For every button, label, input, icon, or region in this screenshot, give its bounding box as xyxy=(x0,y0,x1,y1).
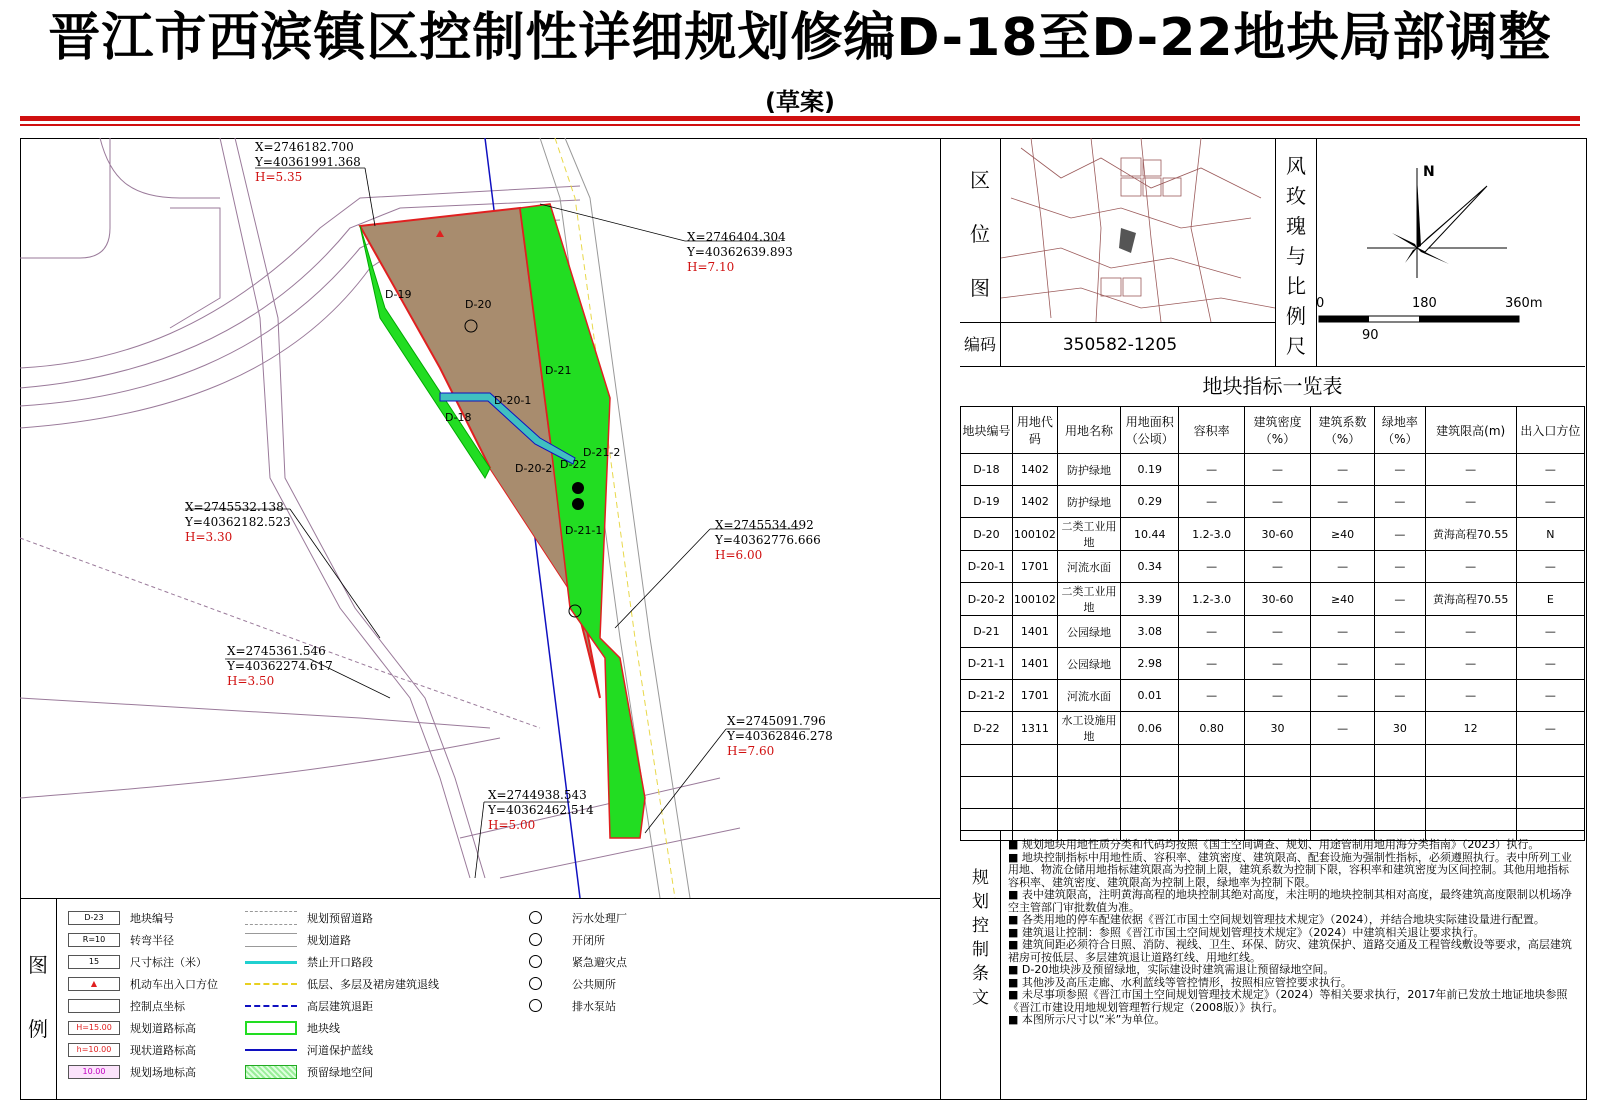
table-cell: E xyxy=(1516,583,1584,616)
notes-text xyxy=(1008,839,1578,1027)
table-cell xyxy=(1245,777,1311,809)
table-cell: ≥40 xyxy=(1311,583,1375,616)
note-item: ■ 规划地块用地性质分类和代码均按照《国土空间调查、规划、用途管制用地用海分类指南》（2023）执行。 xyxy=(1008,838,1540,851)
legend-item: 控制点坐标 xyxy=(68,997,185,1015)
table-cell: — xyxy=(1425,454,1516,486)
table-cell: 100102 xyxy=(1012,518,1057,551)
svg-text:D-21-1: D-21-1 xyxy=(565,524,603,537)
table-cell xyxy=(1179,745,1245,777)
table-header-cell: 容积率 xyxy=(1179,407,1245,454)
svg-text:D-19: D-19 xyxy=(385,288,412,301)
table-cell: — xyxy=(1245,486,1311,518)
table-cell xyxy=(1375,777,1426,809)
table-header-cell: 绿地率（%） xyxy=(1375,407,1426,454)
table-cell: — xyxy=(1179,648,1245,680)
table-cell: — xyxy=(1245,551,1311,583)
table-cell: — xyxy=(1516,486,1584,518)
table-row xyxy=(961,745,1585,777)
table-cell: — xyxy=(1311,680,1375,712)
svg-text:D-20: D-20 xyxy=(465,298,492,311)
windrose-label: 风 玫 瑰 与 比 例 尺 xyxy=(1276,138,1317,366)
table-cell xyxy=(1375,745,1426,777)
coord-point-6: X=2745091.796 Y=40362846.278 H=7.60 xyxy=(727,714,833,758)
table-cell: ≥40 xyxy=(1311,518,1375,551)
right-panel xyxy=(960,138,1585,1098)
table-cell: 0.80 xyxy=(1179,712,1245,745)
table-cell xyxy=(1012,745,1057,777)
table-cell xyxy=(1057,777,1120,809)
coord-point-3: X=2745532.138 Y=40362182.523 H=3.30 xyxy=(185,500,291,544)
table-cell: 1701 xyxy=(1012,551,1057,583)
svg-text:D-18: D-18 xyxy=(445,411,472,424)
table-title: 地块指标一览表 xyxy=(960,366,1585,405)
coord-point-4: X=2745534.492 Y=40362776.666 H=6.00 xyxy=(715,518,821,562)
table-cell: — xyxy=(1179,454,1245,486)
legend-item: 禁止开口路段 xyxy=(245,953,373,971)
table-cell: — xyxy=(1245,454,1311,486)
table-header-cell: 用地面积（公顷） xyxy=(1121,407,1179,454)
table-cell xyxy=(1311,745,1375,777)
north-arrow-label: N xyxy=(1423,164,1435,180)
legend-item: R=10 转弯半径 xyxy=(68,931,174,949)
legend-label: 图 例 xyxy=(20,899,57,1099)
table-cell: 1.2-3.0 xyxy=(1179,518,1245,551)
table-cell: — xyxy=(1245,616,1311,648)
table-cell: 1402 xyxy=(1012,486,1057,518)
table-cell: — xyxy=(1245,680,1311,712)
legend-item: 排水泵站 xyxy=(510,997,616,1015)
table-cell: D-22 xyxy=(961,712,1013,745)
table-cell: 30-60 xyxy=(1245,518,1311,551)
table-cell: 水工设施用地 xyxy=(1057,712,1120,745)
table-row xyxy=(961,583,1585,616)
table-cell xyxy=(1121,777,1179,809)
table-cell: D-20-1 xyxy=(961,551,1013,583)
note-item: ■ 其他涉及高压走廊、水利蓝线等管控情形，按照相应管控要求执行。 xyxy=(1008,975,1352,989)
table-cell: — xyxy=(1375,583,1426,616)
note-item: ■ 地块控制指标中用地性质、容积率、建筑密度、建筑限高、配套设施为强制性指标，必须遵照执行。表中所列工业用地、物流仓储用地指标建筑限高为控制上限，建筑系数为控制下限，容积率和建筑密度为区间控制。其他用地指标容积率、建筑密度、建筑限高为控制上限，绿地率为控制下限。 xyxy=(1008,850,1572,889)
table-cell: 防护绿地 xyxy=(1057,454,1120,486)
table-cell: — xyxy=(1375,616,1426,648)
table-cell xyxy=(1516,777,1584,809)
table-cell xyxy=(1057,745,1120,777)
table-cell: — xyxy=(1425,486,1516,518)
table-cell: — xyxy=(1425,648,1516,680)
table-cell: 1402 xyxy=(1012,454,1057,486)
table-cell: 12 xyxy=(1425,712,1516,745)
table-cell: — xyxy=(1375,680,1426,712)
table-cell: 1401 xyxy=(1012,616,1057,648)
table-cell: — xyxy=(1375,486,1426,518)
legend-item: 河道保护蓝线 xyxy=(245,1041,373,1059)
table-cell: — xyxy=(1375,518,1426,551)
location-section: 区 位 图 编码 350582-1205 风 玫 瑰 与 比 例 尺 N 0 180 360m 90 xyxy=(960,138,1585,366)
legend-item: 紧急避灾点 xyxy=(510,953,627,971)
table-cell: D-18 xyxy=(961,454,1013,486)
location-label: 区 位 图 xyxy=(960,138,1001,322)
table-cell: — xyxy=(1516,712,1584,745)
table-row xyxy=(961,648,1585,680)
note-item: ■ 本图所示尺寸以“米”为单位。 xyxy=(1008,1013,1166,1026)
table-cell: 河流水面 xyxy=(1057,551,1120,583)
table-cell: 30-60 xyxy=(1245,583,1311,616)
table-cell: 公园绿地 xyxy=(1057,648,1120,680)
table-cell: — xyxy=(1179,551,1245,583)
table-cell: — xyxy=(1179,486,1245,518)
note-item: ■ 未尽事项参照《晋江市国土空间规划管理技术规定》（2024）等相关要求执行，2017年前已发放土地证地块参照《晋江市建设用地规划管理暂行规定（2008版）》执行。 xyxy=(1008,988,1568,1014)
table-cell: 二类工业用地 xyxy=(1057,583,1120,616)
table-cell xyxy=(1121,745,1179,777)
table-cell: — xyxy=(1516,454,1584,486)
table-header-cell: 建筑限高(m) xyxy=(1425,407,1516,454)
windrose-graphic xyxy=(1317,138,1585,366)
table-cell xyxy=(961,745,1013,777)
table-cell xyxy=(1179,777,1245,809)
note-item: ■ D-20地块涉及预留绿地，实际建设时建筑需退让预留绿地空间。 xyxy=(1008,963,1335,976)
svg-text:D-22: D-22 xyxy=(560,458,587,471)
table-cell: 0.29 xyxy=(1121,486,1179,518)
svg-text:D-21: D-21 xyxy=(545,364,572,377)
legend-item: ▲ 机动车出入口方位 xyxy=(68,975,218,993)
coord-point-7: X=2744938.543 Y=40362462.514 H=5.00 xyxy=(488,788,594,832)
table-row xyxy=(961,616,1585,648)
svg-text:D-20-2: D-20-2 xyxy=(515,462,553,475)
table-cell xyxy=(1425,745,1516,777)
table-cell: 3.08 xyxy=(1121,616,1179,648)
coord-point-1: X=2746182.700 Y=40361991.368 H=5.35 xyxy=(255,140,361,184)
table-header-cell: 建筑密度（%） xyxy=(1245,407,1311,454)
table-row xyxy=(961,680,1585,712)
table-cell: — xyxy=(1425,680,1516,712)
table-cell: 公园绿地 xyxy=(1057,616,1120,648)
table-cell: — xyxy=(1311,486,1375,518)
plan-map xyxy=(20,138,941,898)
legend-item: 10.00 规划场地标高 xyxy=(68,1063,196,1081)
legend-item: 公共厕所 xyxy=(510,975,616,993)
table-row xyxy=(961,486,1585,518)
table-cell: — xyxy=(1375,454,1426,486)
table-cell: 1401 xyxy=(1012,648,1057,680)
table-cell xyxy=(1245,745,1311,777)
note-item: ■ 各类用地的停车配建依据《晋江市国土空间规划管理技术规定》（2024），并结合地块实际建设量进行配置。 xyxy=(1008,913,1545,926)
table-cell xyxy=(1516,745,1584,777)
table-cell: 30 xyxy=(1245,712,1311,745)
table-cell: — xyxy=(1516,551,1584,583)
table-cell: D-21 xyxy=(961,616,1013,648)
legend-item: 高层建筑退距 xyxy=(245,997,373,1015)
table-cell: — xyxy=(1311,648,1375,680)
table-cell: N xyxy=(1516,518,1584,551)
table-cell: — xyxy=(1179,680,1245,712)
table-cell xyxy=(1012,777,1057,809)
table-cell: D-21-1 xyxy=(961,648,1013,680)
table-cell: — xyxy=(1425,616,1516,648)
table-cell: 黄海高程70.55 xyxy=(1425,518,1516,551)
table-cell: 防护绿地 xyxy=(1057,486,1120,518)
table-row xyxy=(961,551,1585,583)
notes-label: 规 划 控 制 条 文 xyxy=(960,831,1001,1099)
page-subtitle: (草案) xyxy=(765,88,835,116)
table-header-cell: 出入口方位 xyxy=(1516,407,1584,454)
table-row xyxy=(961,712,1585,745)
table-cell: 河流水面 xyxy=(1057,680,1120,712)
legend-item: 规划道路 xyxy=(245,931,351,949)
coord-point-2: X=2746404.304 Y=40362639.893 H=7.10 xyxy=(687,230,793,274)
coord-point-5: X=2745361.546 Y=40362274.617 H=3.50 xyxy=(227,644,333,688)
table-cell: 100102 xyxy=(1012,583,1057,616)
table-cell: 1311 xyxy=(1012,712,1057,745)
location-map-thumbnail xyxy=(1001,138,1275,322)
table-cell: — xyxy=(1375,648,1426,680)
legend-item: 污水处理厂 xyxy=(510,909,627,927)
table-cell: 黄海高程70.55 xyxy=(1425,583,1516,616)
table-cell: — xyxy=(1516,616,1584,648)
table-cell: 0.01 xyxy=(1121,680,1179,712)
parcel-index-table xyxy=(960,406,1585,841)
table-cell: 10.44 xyxy=(1121,518,1179,551)
page-title: 晋江市西滨镇区控制性详细规划修编D-18至D-22地块局部调整 xyxy=(48,8,1552,68)
note-item: ■ 建筑退让控制：参照《晋江市国土空间规划管理技术规定》（2024）中建筑相关退让要求执行。 xyxy=(1008,925,1485,939)
code-row: 编码 350582-1205 xyxy=(960,322,1275,367)
planning-notes xyxy=(960,830,1585,1099)
table-cell: D-19 xyxy=(961,486,1013,518)
table-cell xyxy=(961,777,1013,809)
legend-item: H=15.00 规划道路标高 xyxy=(68,1019,196,1037)
legend-item: 15 尺寸标注（米） xyxy=(68,953,207,971)
table-header-cell: 建筑系数（%） xyxy=(1311,407,1375,454)
legend xyxy=(20,898,941,1099)
table-row xyxy=(961,777,1585,809)
table-cell: — xyxy=(1311,454,1375,486)
table-cell xyxy=(1425,777,1516,809)
table-cell: — xyxy=(1179,616,1245,648)
svg-text:D-21-2: D-21-2 xyxy=(583,446,621,459)
table-cell: — xyxy=(1311,712,1375,745)
table-cell: — xyxy=(1425,551,1516,583)
table-cell: 1701 xyxy=(1012,680,1057,712)
table-cell: 2.98 xyxy=(1121,648,1179,680)
legend-item: 开闭所 xyxy=(510,931,605,949)
table-cell: 0.34 xyxy=(1121,551,1179,583)
table-cell xyxy=(1311,777,1375,809)
table-row xyxy=(961,518,1585,551)
note-item: ■ 建筑间距必须符合日照、消防、视线、卫生、环保、防灾、建筑保护、道路交通及工程管线敷设等要求，高层建筑裙房可按低层、多层建筑退让道路红线、用地红线。 xyxy=(1008,938,1572,964)
legend-item: 低层、多层及裙房建筑退线 xyxy=(245,975,439,993)
table-cell: 二类工业用地 xyxy=(1057,518,1120,551)
table-cell: D-20 xyxy=(961,518,1013,551)
table-row xyxy=(961,454,1585,486)
table-cell: 0.06 xyxy=(1121,712,1179,745)
legend-item: 规划预留道路 xyxy=(245,909,373,927)
legend-item: h=10.00 现状道路标高 xyxy=(68,1041,196,1059)
legend-item: 预留绿地空间 xyxy=(245,1063,373,1081)
table-header-cell: 地块编号 xyxy=(961,407,1013,454)
note-item: ■ 表中建筑限高，注明黄海高程的地块控制其绝对高度，未注明的地块控制其相对高度，最终建筑高度限制以机场净空主管部门审批数值为准。 xyxy=(1008,888,1572,914)
table-cell: D-20-2 xyxy=(961,583,1013,616)
svg-text:D-20-1: D-20-1 xyxy=(494,394,532,407)
title-rule xyxy=(20,116,1580,121)
legend-item: D-23 地块编号 xyxy=(68,909,174,927)
table-cell: D-21-2 xyxy=(961,680,1013,712)
table-cell: — xyxy=(1245,648,1311,680)
table-cell: 3.39 xyxy=(1121,583,1179,616)
table-header-cell: 用地名称 xyxy=(1057,407,1120,454)
table-cell: — xyxy=(1516,648,1584,680)
table-cell: — xyxy=(1311,616,1375,648)
table-cell: 0.19 xyxy=(1121,454,1179,486)
title-rule-thin xyxy=(20,124,1580,126)
table-cell: 1.2-3.0 xyxy=(1179,583,1245,616)
table-cell: 30 xyxy=(1375,712,1426,745)
table-cell: — xyxy=(1375,551,1426,583)
code-value: 350582-1205 xyxy=(1062,335,1178,355)
table-cell: — xyxy=(1311,551,1375,583)
table-header-cell: 用地代码 xyxy=(1012,407,1057,454)
table-cell: — xyxy=(1516,680,1584,712)
legend-item: 地块线 xyxy=(245,1019,340,1037)
